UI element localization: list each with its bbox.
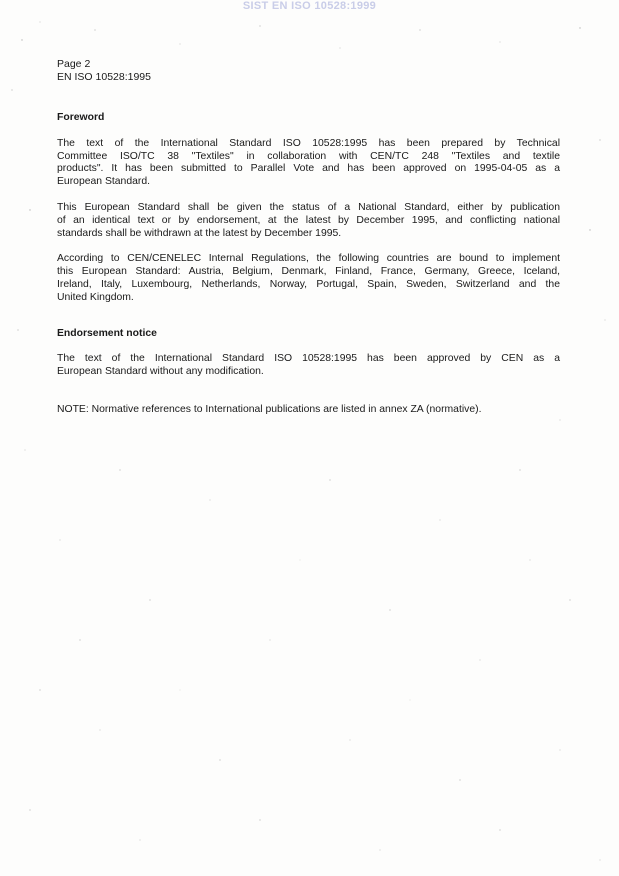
text-line: European Standard without any modification. bbox=[57, 366, 264, 378]
text-line: Committee ISO/TC 38 "Textiles" in collaboration with CEN/TC 248 "Textiles and textile bbox=[57, 150, 560, 162]
foreword-paragraph-3 bbox=[57, 253, 560, 304]
page-header bbox=[57, 58, 151, 84]
text-line: Ireland, Italy, Luxembourg, Netherlands, Norway, Portugal, Spain, Sweden, Switzerland and the bbox=[57, 278, 560, 290]
standard-number: EN ISO 10528:1995 bbox=[57, 71, 151, 83]
text-line: of an identical text or by endorsement, at the latest by December 1995, and conflicting national bbox=[57, 214, 560, 226]
text-line: European Standard. bbox=[57, 176, 151, 188]
page-number: Page 2 bbox=[57, 58, 91, 70]
text-line: The text of the International Standard ISO 10528:1995 has been approved by CEN as a bbox=[57, 353, 560, 365]
watermark: SIST EN ISO 10528:1999 bbox=[242, 0, 377, 12]
text-line: According to CEN/CENELEC Internal Regulations, the following countries are bound to implement bbox=[57, 253, 560, 265]
foreword-paragraph-2 bbox=[57, 202, 560, 240]
text-line: standards shall be withdrawn at the latest by December 1995. bbox=[57, 227, 342, 239]
endorsement-paragraph bbox=[57, 353, 560, 379]
document-body bbox=[57, 112, 560, 417]
text-line: United Kingdom. bbox=[57, 291, 134, 303]
foreword-heading: Foreword bbox=[57, 112, 105, 123]
text-line: The text of the International Standard ISO 10528:1995 has been prepared by Technical bbox=[57, 137, 560, 149]
text-line: products". It has been submitted to Parallel Vote and has been approved on 1995-04-05 as a bbox=[57, 163, 560, 175]
normative-references-note: NOTE: Normative references to International publications are listed in annex ZA (normative). bbox=[57, 403, 482, 415]
text-line: This European Standard shall be given the status of a National Standard, either by publication bbox=[57, 201, 560, 213]
endorsement-heading: Endorsement notice bbox=[57, 327, 157, 339]
foreword-paragraph-1 bbox=[57, 138, 560, 189]
text-line: this European Standard: Austria, Belgium, Denmark, Finland, France, Germany, Greece, Iceland, bbox=[57, 266, 560, 278]
